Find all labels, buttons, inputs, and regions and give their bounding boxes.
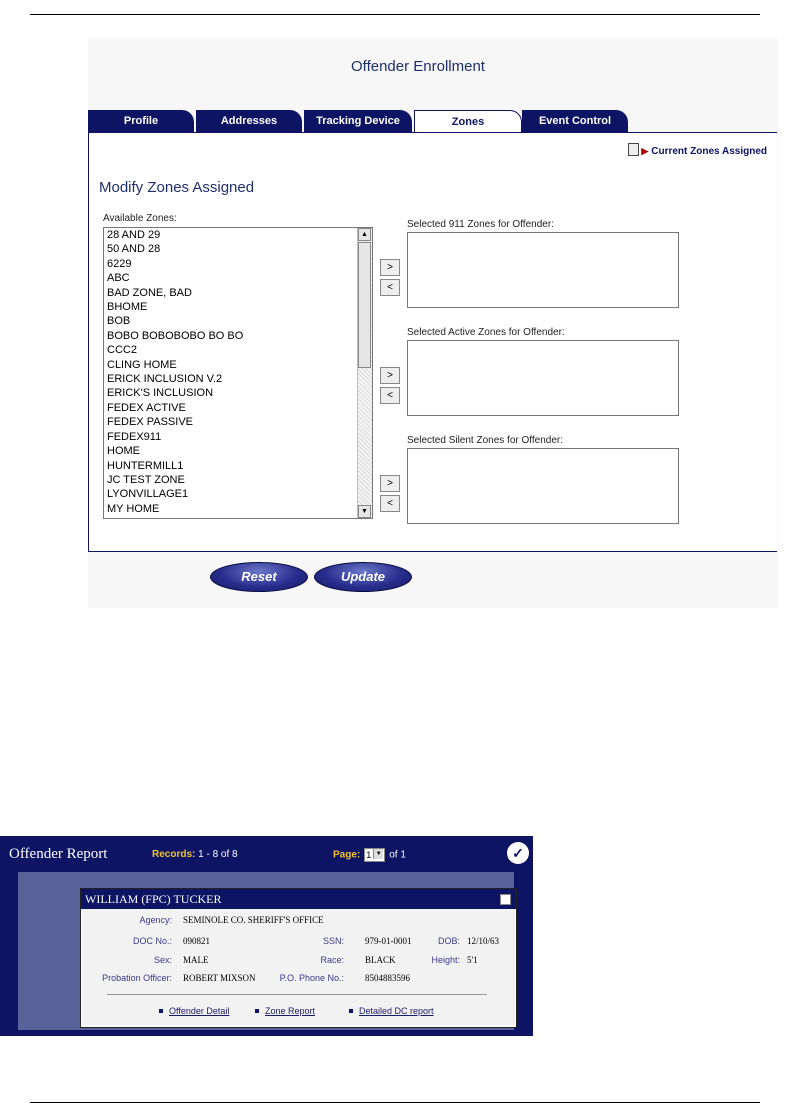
zone-option[interactable]: 6229 <box>107 257 132 270</box>
remove-911-button[interactable]: < <box>380 279 400 296</box>
probation-officer-value: ROBERT MIXSON <box>183 973 256 983</box>
zone-option[interactable]: FEDEX911 <box>107 430 162 443</box>
selected-active-label: Selected Active Zones for Offender: <box>407 327 565 338</box>
sex-value: MALE <box>183 955 209 965</box>
available-zones-label: Available Zones: <box>103 213 177 224</box>
chevron-down-icon: ▼ <box>373 849 383 859</box>
selected-911-label: Selected 911 Zones for Offender: <box>407 219 554 230</box>
section-title: Modify Zones Assigned <box>99 179 255 196</box>
zone-option[interactable]: BOB <box>107 315 131 328</box>
reset-button[interactable]: Reset <box>210 562 308 592</box>
zone-option[interactable]: BHOME <box>107 301 148 314</box>
doc-label: DOC No.: <box>132 936 172 946</box>
zone-option[interactable]: JC TEST ZONE <box>107 473 185 486</box>
zone-option[interactable]: ERICK INCLUSION V.2 <box>107 373 223 386</box>
arrow-right-icon: ▶ <box>641 146 649 156</box>
tab-profile[interactable]: Profile <box>88 110 194 132</box>
scrollbar[interactable] <box>357 228 372 518</box>
offender-card <box>80 888 517 1028</box>
divider <box>107 994 487 995</box>
selected-active-list[interactable] <box>407 340 679 416</box>
records-info: Records: 1 - 8 of 8 <box>152 849 238 860</box>
zone-option[interactable]: BOBO BOBOBOBO BO BO <box>107 329 244 342</box>
po-phone-value: 8504883596 <box>365 973 410 983</box>
add-silent-button[interactable]: > <box>380 475 400 492</box>
selected-silent-label: Selected Silent Zones for Offender: <box>407 435 564 446</box>
bullet-icon <box>349 1009 353 1013</box>
dob-value: 12/10/63 <box>467 936 500 946</box>
sex-label: Sex: <box>153 955 172 965</box>
ssn-value: 979-01-0001 <box>365 936 412 946</box>
card-body <box>82 909 515 1025</box>
zone-option[interactable]: ABC <box>107 272 130 285</box>
selected-silent-list[interactable] <box>407 448 679 524</box>
offender-enrollment-panel <box>88 38 778 608</box>
update-button[interactable]: Update <box>314 562 412 592</box>
height-value: 5'1 <box>467 955 478 965</box>
race-value: BLACK <box>365 955 396 965</box>
zone-option[interactable]: FEDEX ACTIVE <box>107 401 186 414</box>
zone-option[interactable]: MY HOME <box>107 502 160 515</box>
probation-officer-label: Probation Officer: <box>102 973 172 983</box>
po-phone-label: P.O. Phone No.: <box>279 973 344 983</box>
zone-option[interactable]: BAD ZONE, BAD <box>107 286 192 299</box>
offender-detail-link[interactable]: Offender Detail <box>169 1006 230 1016</box>
page-title: Offender Enrollment <box>351 58 485 75</box>
bullet-icon <box>255 1009 259 1013</box>
remove-silent-button[interactable]: < <box>380 495 400 512</box>
bottom-rule <box>30 1102 760 1103</box>
tab-addresses[interactable]: Addresses <box>196 110 302 132</box>
pagination: Page: 1 ▼ of 1 <box>333 849 406 861</box>
agency-value: SEMINOLE CO. SHERIFF'S OFFICE <box>183 915 324 925</box>
card-header <box>81 889 516 909</box>
zone-option[interactable]: 28 AND 29 <box>107 229 161 241</box>
ssn-label: SSN: <box>322 936 344 946</box>
add-911-button[interactable]: > <box>380 259 400 276</box>
tab-bar <box>88 110 778 132</box>
zones-panel <box>88 132 777 552</box>
scroll-down-icon[interactable]: ▼ <box>358 505 371 518</box>
zone-option[interactable]: HUNTERMILL1 <box>107 459 184 472</box>
tab-tracking-device[interactable]: Tracking Device <box>304 110 412 132</box>
report-header <box>0 836 533 872</box>
agency-label: Agency: <box>139 915 172 925</box>
dob-label: DOB: <box>437 936 460 946</box>
scroll-thumb[interactable] <box>358 242 371 368</box>
add-active-button[interactable]: > <box>380 367 400 384</box>
zone-report-link[interactable]: Zone Report <box>265 1006 316 1016</box>
scroll-up-icon[interactable]: ▲ <box>358 228 371 241</box>
report-title: Offender Report <box>9 846 108 862</box>
zone-option[interactable]: HOME <box>107 445 140 458</box>
offender-name: WILLIAM (FPC) TUCKER <box>85 892 222 906</box>
detailed-dc-report-link[interactable]: Detailed DC report <box>359 1006 434 1016</box>
current-zones-link[interactable]: ▶ Current Zones Assigned <box>628 143 767 157</box>
doc-value: 090821 <box>183 936 210 946</box>
race-label: Race: <box>320 955 344 965</box>
document-icon <box>628 143 639 156</box>
remove-active-button[interactable]: < <box>380 387 400 404</box>
selected-911-list[interactable] <box>407 232 679 308</box>
available-zones-list[interactable] <box>103 227 373 519</box>
zone-option[interactable]: CLING HOME <box>107 358 177 371</box>
zone-option[interactable]: ERICK'S INCLUSION <box>107 387 214 400</box>
zone-option[interactable]: 50 AND 28 <box>107 243 161 256</box>
height-label: Height: <box>431 955 460 965</box>
checkmark-icon[interactable]: ✓ <box>507 842 529 864</box>
zone-option[interactable]: CCC2 <box>107 344 137 357</box>
select-checkbox[interactable] <box>500 894 511 905</box>
page-select[interactable]: 1 ▼ <box>364 848 385 862</box>
tab-zones[interactable]: Zones <box>414 110 522 132</box>
zone-items <box>107 228 357 516</box>
zone-option[interactable]: FEDEX PASSIVE <box>107 416 193 429</box>
zone-option[interactable]: LYONVILLAGE1 <box>107 488 189 501</box>
tab-event-control[interactable]: Event Control <box>522 110 628 132</box>
top-rule <box>30 14 760 15</box>
bullet-icon <box>159 1009 163 1013</box>
